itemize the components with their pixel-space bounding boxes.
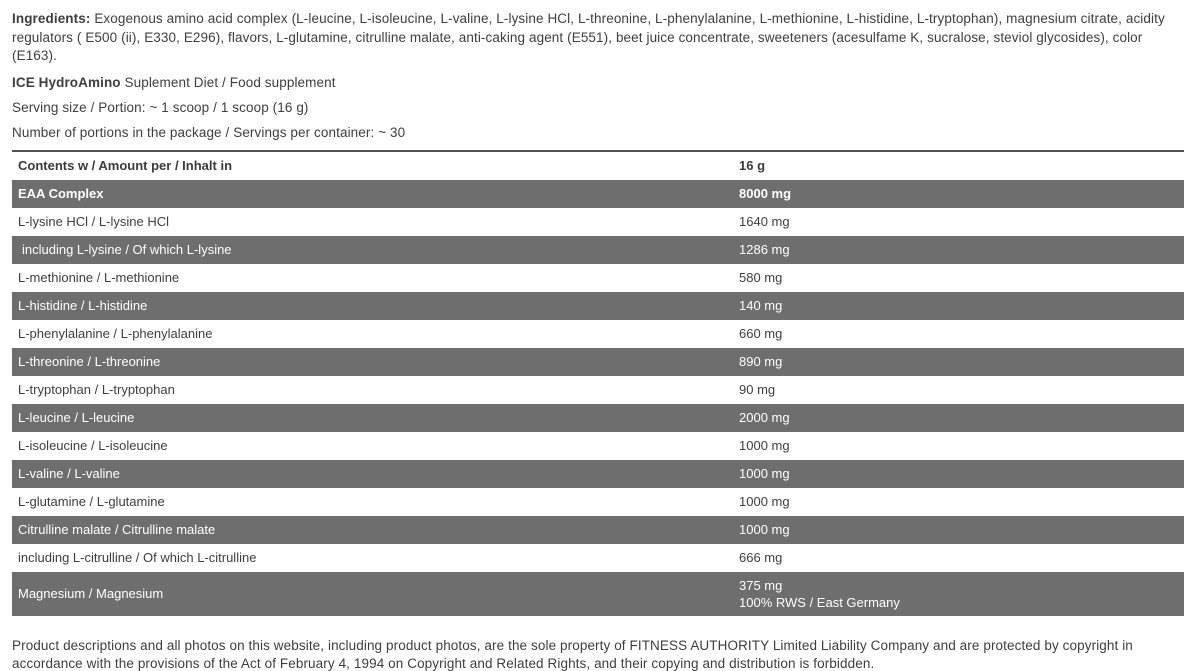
row-label: EAA Complex bbox=[18, 186, 104, 201]
table-row bbox=[12, 236, 1184, 264]
row-label: L-lysine HCl / L-lysine HCl bbox=[18, 214, 169, 229]
row-value: 1286 mg bbox=[739, 242, 790, 257]
table-row bbox=[12, 348, 1184, 376]
product-title-line bbox=[12, 74, 1188, 91]
nutrition-table bbox=[12, 150, 1184, 616]
table-row bbox=[12, 460, 1184, 488]
table-row bbox=[12, 180, 1184, 208]
row-value-line: 375 mg bbox=[739, 577, 783, 593]
ingredients-label: Ingredients: bbox=[12, 11, 91, 26]
header-value: 16 g bbox=[739, 158, 766, 173]
row-label: L-threonine / L-threonine bbox=[18, 354, 161, 369]
row-value: 1000 mg bbox=[739, 438, 790, 453]
row-label: L-tryptophan / L-tryptophan bbox=[18, 382, 175, 397]
row-label: L-valine / L-valine bbox=[18, 466, 120, 481]
table-row bbox=[12, 208, 1184, 236]
row-value: 890 mg bbox=[739, 354, 783, 369]
row-value: 1000 mg bbox=[739, 522, 790, 537]
table-row bbox=[12, 488, 1184, 516]
row-label: L-glutamine / L-glutamine bbox=[18, 494, 165, 509]
nutrition-table-body bbox=[12, 180, 1184, 616]
row-label: including L-lysine / Of which L-lysine bbox=[22, 242, 232, 257]
row-label: L-methionine / L-methionine bbox=[18, 270, 180, 285]
header-label: Contents w / Amount per / Inhalt in bbox=[18, 158, 233, 173]
table-row bbox=[12, 432, 1184, 460]
table-row bbox=[12, 320, 1184, 348]
row-label: Magnesium / Magnesium bbox=[18, 586, 164, 601]
servings-count-line: Number of portions in the package / Servings per container: ~ 30 bbox=[12, 124, 406, 140]
table-row bbox=[12, 544, 1184, 572]
table-row bbox=[12, 404, 1184, 432]
row-value: 666 mg bbox=[739, 550, 783, 565]
footer-paragraph: Product descriptions and all photos on this website, including product photos, are the sole property of FITNESS AUTHORITY Limited Liability Company and are protected by copyright in accordance with the provisions of the Act of February 4, 1994 on Copyright and Related Rights, and their copying and distribution is forbidden. bbox=[12, 637, 1133, 671]
row-value: 140 mg bbox=[739, 298, 783, 313]
row-value: 8000 mg bbox=[739, 186, 792, 201]
row-value: 90 mg bbox=[739, 382, 776, 397]
row-value: 1640 mg bbox=[739, 214, 790, 229]
serving-size-line: Serving size / Portion: ~ 1 scoop / 1 scoop (16 g) bbox=[12, 99, 309, 115]
row-value-line: 100% RWS / East Germany bbox=[739, 594, 900, 610]
row-label: L-leucine / L-leucine bbox=[18, 410, 135, 425]
row-label: Citrulline malate / Citrulline malate bbox=[18, 522, 216, 537]
table-row bbox=[12, 264, 1184, 292]
row-value: 660 mg bbox=[739, 326, 783, 341]
row-value: 580 mg bbox=[739, 270, 783, 285]
ingredients-text: Exogenous amino acid complex (L-leucine, L-isoleucine, L-valine, L-lysine HCl, L-threonine, L-phenylalanine, L-methionine, L-histidine, L-tryptophan), magnesium citrate, acidity regulators ( E500 (ii), E330, E296), flavors, L-glutamine, citrulline malate, anti-caking agent (E551), beet juice concentrate, sweeteners (acesulfame K, sucralose, steviol glycosides), color (E163). bbox=[12, 11, 1165, 63]
product-descriptor: Suplement Diet / Food supplement bbox=[120, 74, 336, 90]
row-value: 2000 mg bbox=[739, 410, 790, 425]
row-label: L-phenylalanine / L-phenylalanine bbox=[18, 326, 213, 341]
row-value bbox=[733, 577, 1184, 611]
ingredients-paragraph bbox=[12, 10, 1188, 66]
table-header-row bbox=[12, 152, 1184, 180]
table-row bbox=[12, 572, 1184, 616]
table-row bbox=[12, 376, 1184, 404]
row-label: L-histidine / L-histidine bbox=[18, 298, 148, 313]
table-row bbox=[12, 516, 1184, 544]
row-label: including L-citrulline / Of which L-citrulline bbox=[18, 550, 257, 565]
product-name: ICE HydroAmino bbox=[12, 74, 121, 90]
row-label: L-isoleucine / L-isoleucine bbox=[18, 438, 168, 453]
table-row bbox=[12, 292, 1184, 320]
row-value: 1000 mg bbox=[739, 494, 790, 509]
row-value: 1000 mg bbox=[739, 466, 790, 481]
